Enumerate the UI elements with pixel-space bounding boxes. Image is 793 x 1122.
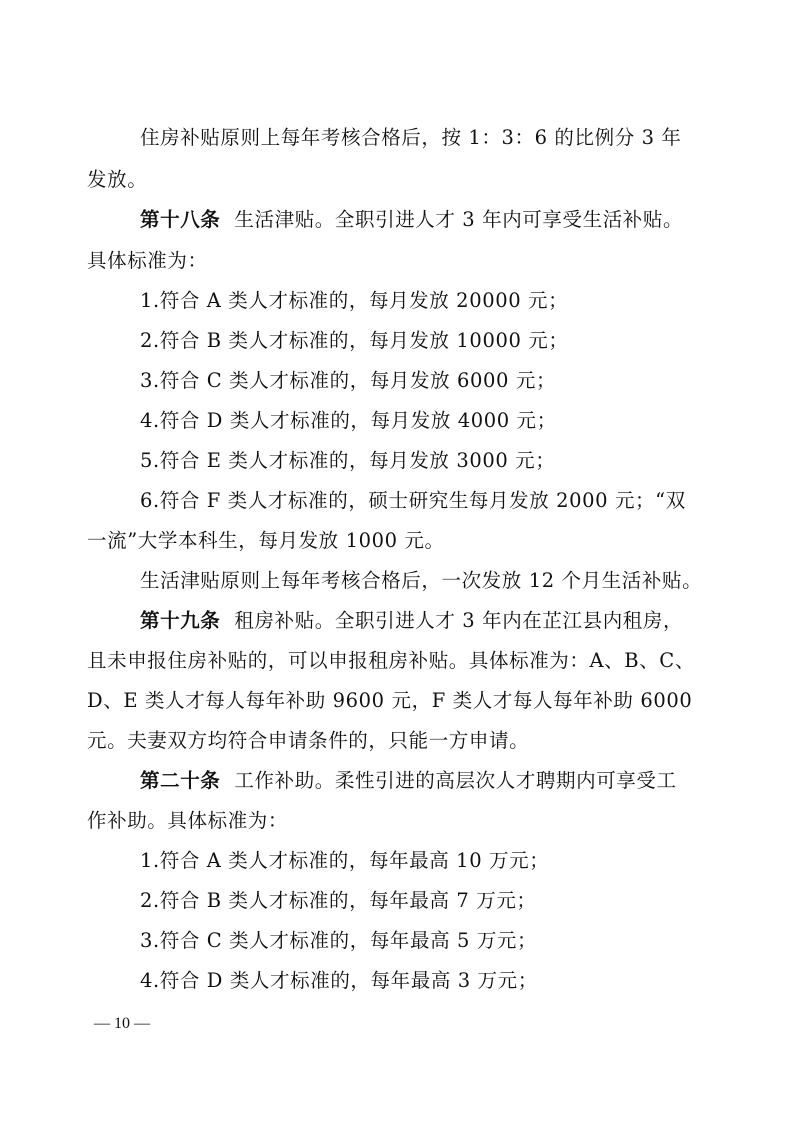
paragraph-line: 住房补贴原则上每年考核合格后，按 1：3：6 的比例分 3 年 [140,126,682,149]
list-item: 1.符合 A 类人才标准的，每月发放 20000 元； [140,289,569,312]
list-item: 2.符合 B 类人才标准的，每年最高 7 万元； [140,889,537,912]
article-19-text: 租房补贴。全职引进人才 3 年内在芷江县内租房， [234,609,684,632]
article-19-line [140,609,683,633]
page-number: — 10 — [94,1015,150,1032]
paragraph-line: 作补助。具体标准为： [87,809,289,832]
list-item: 1.符合 A 类人才标准的，每年最高 10 万元； [140,849,550,872]
paragraph-line: 生活津贴原则上每年考核合格后，一次发放 12 个月生活补贴。 [140,569,703,592]
article-20-text: 工作补助。柔性引进的高层次人才聘期内可享受工 [234,769,677,792]
paragraph-line: D、E 类人才每人每年补助 9600 元，F 类人才每人每年补助 6000 [87,689,693,712]
list-item: 4.符合 D 类人才标准的，每月发放 4000 元； [140,409,557,432]
list-item: 6.符合 F 类人才标准的，硕士研究生每月发放 2000 元；“双 [140,489,686,512]
article-20-line [140,769,677,793]
article-20-heading: 第二十条 [140,769,221,792]
list-item-continuation: 一流”大学本科生，每月发放 1000 元。 [87,529,445,552]
paragraph-line: 发放。 [87,168,148,191]
paragraph-line: 且未申报住房补贴的，可以申报租房补贴。具体标准为：A、B、C、 [87,649,695,672]
article-18-text: 生活津贴。全职引进人才 3 年内可享受生活补贴。 [234,208,684,231]
list-item: 3.符合 C 类人才标准的，每月发放 6000 元； [140,369,557,392]
list-item: 4.符合 D 类人才标准的，每年最高 3 万元； [140,969,538,992]
list-item: 2.符合 B 类人才标准的，每月发放 10000 元； [140,329,569,352]
paragraph-line: 元。夫妻双方均符合申请条件的，只能一方申请。 [87,729,530,752]
article-18-heading: 第十八条 [140,208,221,231]
list-item: 3.符合 C 类人才标准的，每年最高 5 万元； [140,929,538,952]
article-18-line [140,208,683,232]
list-item: 5.符合 E 类人才标准的，每月发放 3000 元； [140,449,556,472]
article-19-heading: 第十九条 [140,609,221,632]
paragraph-line: 具体标准为： [87,249,208,272]
